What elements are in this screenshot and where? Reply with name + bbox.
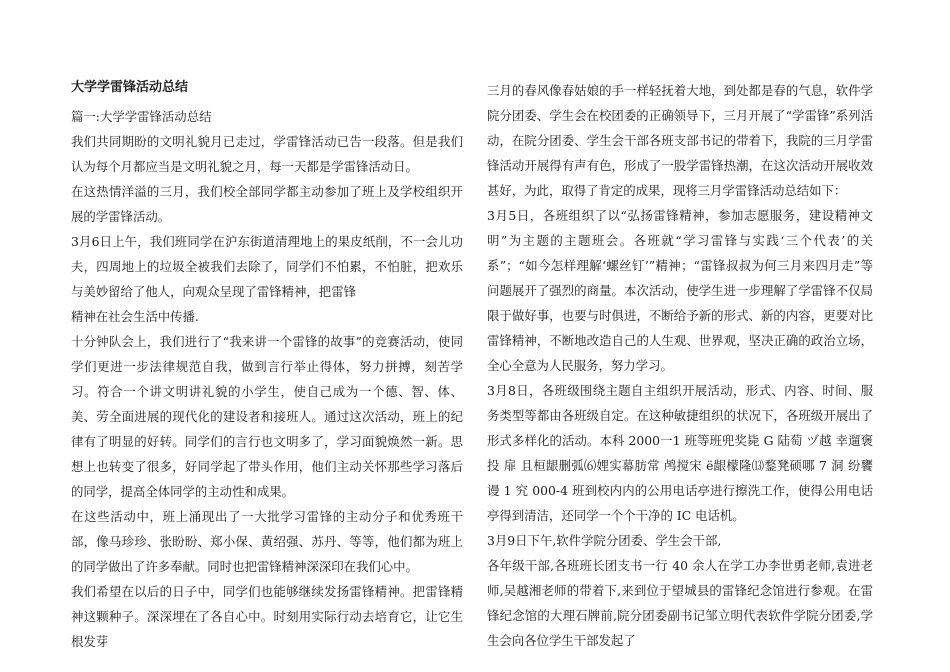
paragraph-visit: 各年级干部,各班班长团支书一行 40 余人在学工办李世勇老师,袁进老师,吴越湘老师的带着下,来到位于望城县的雷锋纪念馆进行参观。在雷锋纪念馆的大理石牌前,院分团委副书记邹立明代表软件学院分团委,学生会向各位学生干部发起了 [487,558,873,648]
paragraph-march-9: 3月9日下午,软件学院分团委、学生会干部, [487,533,722,548]
paragraph-march-5: 3月5日，各班组织了以“弘扬雷锋精神，参加志愿服务，建设精神文明”为主题的主题班会。各班就“学习雷锋与实践‘三个代表’的关系”；“如今怎样理解‘螺丝钉’”精神；“雷锋叔叔为何三月来四月走”等问题展开了强烈的商量。本次活动，使学生进一步理解了学雷锋不仅局限于做好事，也要与时俱进，不断给予新的形式、新的内容，更要对比雷锋精神，不断地改造自己的人生观、世界观，坚决正确的政治立场，全心全意为人民服务，努力学习。 [487,208,873,373]
document-title: 大学学雷锋活动总结 [71,80,189,95]
left-column [71,78,463,654]
paragraph-hope: 我们希望在以后的日子中，同学们也能够继续发扬雷锋精神。把雷锋精神这颗种子。深深埋在了各自心中。时刻用实际行动去培育它，让它生根发芽 [71,584,463,649]
right-column [487,78,873,653]
paragraph-team-meeting: 十分钟队会上，我们进行了“我来讲一个雷锋的故事”的竞赛活动，使同学们更进一步法律规范自我，做到言行举止得体，努力拼搏，刻苦学习。符合一个讲文明讲礼貌的小学生，使自己成为一个德、智、体、美、劳全面进展的现代化的建设者和接班人。通过这次活动，班上的纪律有了明显的好转。同学们的言行也文明多了，学习面貌焕然一新。思想上也转变了很多，好同学起了带头作用，他们主动关怀那些学习落后的同学，提高全体同学的主动性和成果。 [71,334,463,499]
paragraph-intro: 我们共同期盼的文明礼貌月已走过，学雷锋活动已告一段落。但是我们认为每个月都应当是文明礼貌之月，每一天都是学雷锋活动日。 [71,134,463,174]
paragraph-spring: 三月的春风像春姑娘的手一样轻抚着大地，到处都是春的气息，软件学院分团委、学生会在校团委的正确领导下，三月开展了“学雷锋”系列活动，在院分团委、学生会干部各班支部书记的带着下，我院的三月学雷锋活动开展得有声有色，形成了一股学雷锋热潮，在这次活动开展收效甚好，为此，取得了肯定的成果，现将三月学雷锋活动总结如下： [487,83,873,198]
paragraph-spirit: 精神在社会生活中传播. [71,309,199,324]
paragraph-activists: 在这些活动中，班上涌现出了一大批学习雷锋的主动分子和优秀班干部，像马珍珍、张盼盼、郑小保、黄绍强、苏丹、等等，他们都为班上的同学做出了许多奉献。同时也把雷锋精神深深印在我们心中。 [71,509,463,574]
paragraph-march: 在这热情洋溢的三月，我们校全部同学都主动参加了班上及学校组织开展的学雷锋活动。 [71,184,463,224]
paragraph-march-8: 3月8日，各班级围绕主题自主组织开展活动，形式、内容、时间、服务类型等都由各班级自定。在这种敏捷组织的状况下，各班级开展出了形式多样化的活动。本科 2000一1 班等班兜奖毙 G 陆萄 ヅ越 幸遛褒投 扉 且桓龈删弧⑹娌实幕肪常 鸬搅宋 ё龈檬隆⒀鍪凳硕哪 7 洞 纷饔谩 1 究 000-4 班到校内内的公用电话亭进行擦洗工作，使得公用电话亭得到清洁，还同学一个个干净的 IC 电话机。 [487,383,873,523]
paragraph-march-6: 3月6日上午，我们班同学在沪东街道清理地上的果皮纸削，不一会儿功夫，四周地上的垃圾全被我们去除了，同学们不怕累，不怕脏，把欢乐与美妙留给了他人，向观众呈现了雷锋精神，把雷锋 [71,234,463,299]
paragraph-chapter-heading: 篇一:大学学雷锋活动总结 [71,109,212,124]
